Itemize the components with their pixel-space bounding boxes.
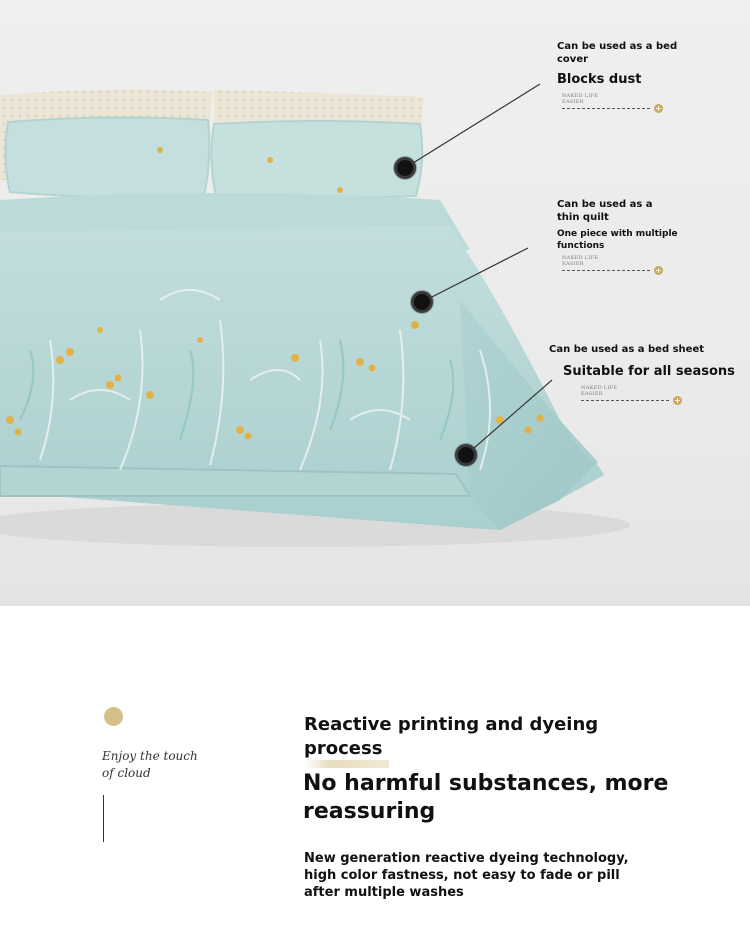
section-subheading: No harmful substances, more reassuring — [303, 771, 669, 824]
annotation-desc: One piece with multiple functions — [557, 229, 678, 251]
annotation-small-title: Can be used as a bed cover — [557, 41, 678, 65]
annotation-small-title: Can be used as a bed sheet — [549, 344, 705, 355]
section-heading: Reactive printing and dyeing process — [304, 714, 599, 759]
tagline-line-2: of cloud — [102, 766, 151, 780]
annotation-bed-cover — [557, 40, 687, 115]
dash-line — [562, 270, 650, 271]
callout-line-bed-cover — [405, 84, 540, 168]
tagline-line-1: Enjoy the touch — [102, 749, 198, 763]
annotation-thin-quilt — [557, 198, 697, 277]
brand-tiny-text: EASIER — [562, 99, 584, 105]
plus-icon: + — [674, 396, 681, 405]
dash-line — [562, 108, 650, 109]
brand-tiny-text: NAKED LIFE — [562, 255, 599, 261]
brand-tiny-text: EASIER — [562, 261, 584, 267]
dashed-divider — [562, 105, 662, 115]
hotspot-bed-cover[interactable] — [394, 157, 416, 179]
tagline — [102, 748, 198, 782]
dashed-divider — [581, 397, 681, 407]
gold-circle-icon — [104, 707, 123, 726]
callout-line-bed-sheet — [466, 380, 552, 455]
brand-tiny-text: NAKED LIFE — [581, 385, 618, 391]
dash-line — [581, 400, 669, 401]
callout-line-thin-quilt — [422, 248, 528, 302]
gold-highlight-stroke — [305, 760, 389, 768]
plus-icon: + — [655, 266, 662, 275]
annotation-bed-sheet — [549, 343, 739, 407]
hotspot-thin-quilt[interactable] — [411, 291, 433, 313]
annotation-big-title: Blocks dust — [557, 72, 642, 87]
dashed-divider — [562, 267, 662, 277]
vertical-divider — [103, 795, 104, 842]
brand-tiny-text: NAKED LIFE — [562, 93, 599, 99]
section-body: New generation reactive dyeing technology, high color fastness, not easy to fade or pill after multiple washes — [304, 851, 629, 900]
plus-icon: + — [655, 104, 662, 113]
brand-tiny-text: EASIER — [581, 391, 603, 397]
annotation-big-title: Suitable for all seasons — [563, 364, 735, 379]
hotspot-bed-sheet[interactable] — [455, 444, 477, 466]
annotation-small-title: Can be used as a thin quilt — [557, 199, 653, 223]
